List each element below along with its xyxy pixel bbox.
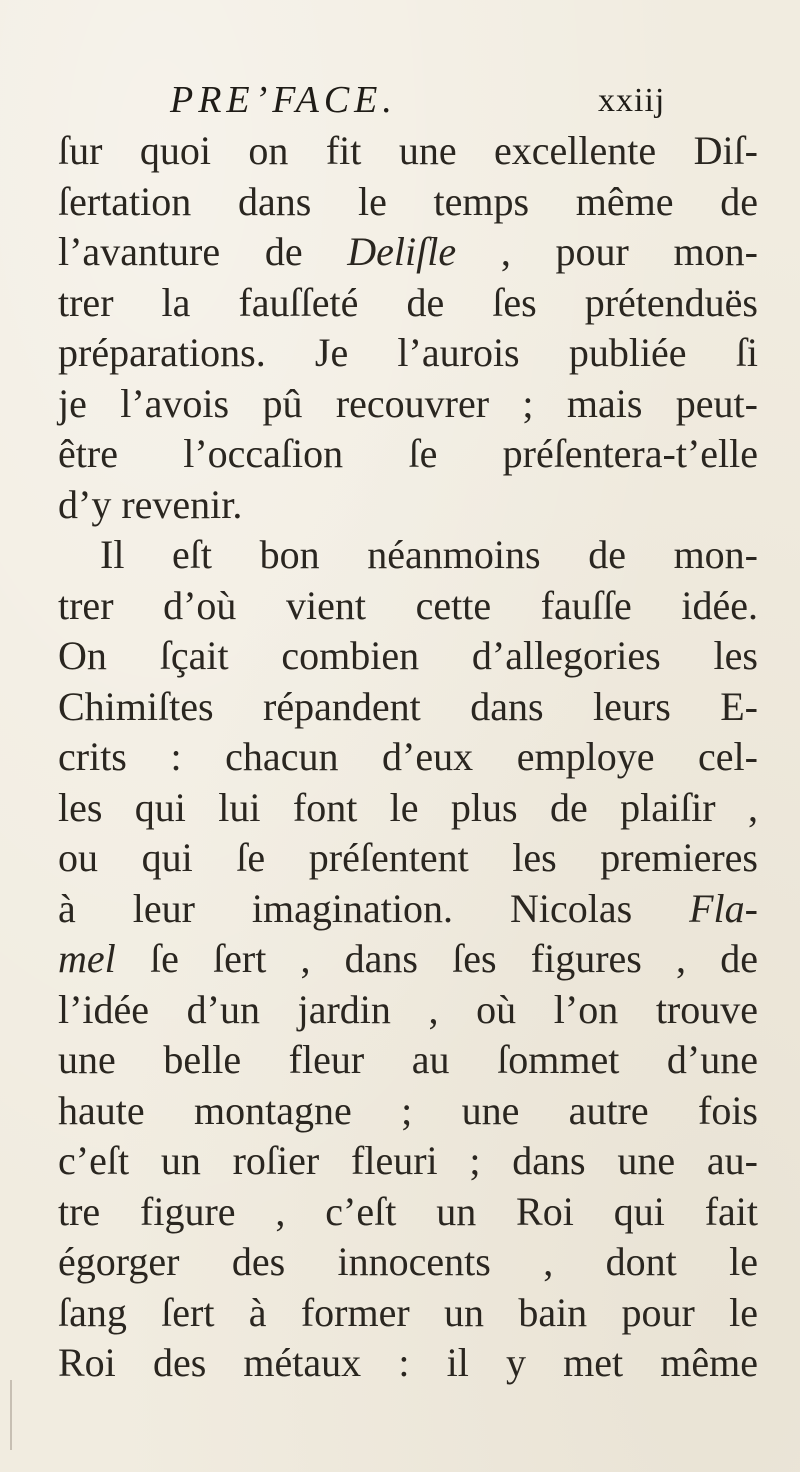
text-fragment: l’avanture de <box>58 229 348 274</box>
text-line: ou qui ſe préſentent les premieres <box>58 835 758 880</box>
text-line: être l’occaſion ſe préſentera-t’elle <box>58 431 758 476</box>
text-line <box>58 227 758 278</box>
text-fragment: à leur imagination. Nicolas <box>58 885 690 931</box>
text-line: Chimiſtes répandent dans leurs E- <box>58 683 758 729</box>
page-edge-mark <box>10 1380 12 1450</box>
text-line: tre figure , c’eſt un Roi qui fait <box>58 1188 758 1234</box>
page-number: xxiij <box>598 82 666 119</box>
text-line <box>58 934 758 985</box>
text-line: préparations. Je l’aurois publiée ſi <box>58 330 758 375</box>
text-line: les qui lui font le plus de plaiſir , <box>58 784 758 830</box>
text-line: haute montagne ; une autre fois <box>58 1087 758 1133</box>
body-text <box>58 126 758 1389</box>
text-line: On ſçait combien d’allegories les <box>58 633 758 678</box>
text-line: Roi des métaux : il y met même <box>58 1340 758 1385</box>
italic-name: mel <box>58 936 116 981</box>
text-line: ſur quoi on fit une excellente Diſ- <box>58 128 758 173</box>
text-line: trer la fauſſeté de ſes prétenduës <box>58 279 758 325</box>
text-line <box>58 884 758 935</box>
text-fragment: ſe ſert , dans ſes figures , de <box>115 936 758 981</box>
text-fragment: , pour mon- <box>456 229 758 274</box>
text-line: je l’avois pû recouvrer ; mais peut- <box>58 380 758 426</box>
text-line: ſang ſert à former un bain pour le <box>58 1289 758 1335</box>
text-line: l’idée d’un jardin , où l’on trouve <box>58 986 758 1032</box>
text-line: d’y revenir. <box>58 481 243 527</box>
text-line: trer d’où vient cette fauſſe idée. <box>58 582 758 628</box>
text-line: crits : chacun d’eux employe cel- <box>58 734 758 779</box>
running-title: PRE’FACE. <box>170 79 397 121</box>
italic-name: Fla- <box>689 885 758 931</box>
text-line: ſertation dans le temps même de <box>58 178 758 224</box>
italic-name: Deliſle <box>347 229 457 274</box>
text-line: une belle fleur au ſommet d’une <box>58 1037 758 1082</box>
text-line: égorger des innocents , dont le <box>58 1239 758 1284</box>
text-line: Il eſt bon néanmoins de mon- <box>100 532 758 577</box>
text-line: c’eſt un roſier fleuri ; dans une au- <box>58 1138 758 1183</box>
running-head <box>0 78 800 128</box>
